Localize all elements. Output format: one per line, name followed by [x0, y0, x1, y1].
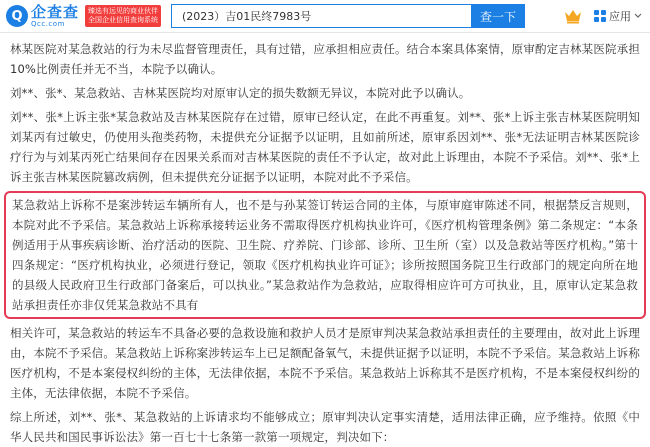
search-input[interactable]: (2023）吉01民终7983号: [171, 4, 471, 28]
judgment-text-content: [0, 33, 650, 444]
logo-name: 企查查: [31, 3, 80, 21]
app-menu[interactable]: [594, 8, 642, 24]
qichacha-logo[interactable]: [6, 4, 79, 28]
vip-crown-icon[interactable]: [562, 5, 584, 27]
logo-domain: Qcc.com: [31, 20, 65, 28]
slogan-line-1: 臻选有远见的商业伙伴: [88, 7, 159, 15]
logo-text: [31, 4, 79, 28]
paragraph-2: 刘**、张*、某急救站、吉林某医院均对原审认定的损失数额无异议，本院对此予以确认。: [10, 86, 471, 100]
logo-mark-icon: Q: [6, 5, 28, 27]
header-tools: [562, 5, 642, 27]
slogan-badge: [85, 5, 161, 27]
search-button[interactable]: 查一下: [471, 4, 525, 28]
paragraph-5: 相关许可，某急救站的转运车不具备必要的急救设施和救护人员才是原审判决某急救站承担责任的主要理由，故对此上诉理由，本院不予采信。某急救站上诉称案涉转运车上已足额配备氧气，未提供证据予以证明，本院不予采信。某急救站上诉称医疗机构，不是本案侵权纠纷的主体，无法律依据，本院不予采信。某急救站上诉称其不是医疗机构，不是本案侵权纠纷的主体，无法律依据，本院不予采信。: [10, 326, 640, 400]
app-menu-label: 应用: [609, 10, 631, 23]
top-header: [0, 0, 650, 33]
slogan-line-2: 全国企业信用查询系统: [88, 16, 159, 24]
paragraph-6: 综上所述，刘**、张*、某急救站的上诉请求均不能够成立；原审判决认定事实清楚，适用法律正确，应予维持。依照《中华人民共和国民事诉讼法》第一百七十七条第一款第一项规定，判决如下：: [10, 410, 640, 444]
chevron-down-icon: [634, 13, 642, 19]
highlighted-paragraph: 某急救站上诉称不是案涉转运车辆所有人，也不是与孙某签订转运合同的主体，与原审庭审陈述不同，根据禁反言规则，本院对此不予采信。某急救站上诉称承接转运业务不需取得医疗机构执业许可，《医疗机构管理条例》第二条规定：“本条例适用于从事疾病诊断、治疗活动的医院、卫生院、疗养院、门诊部、诊所、卫生所（室）以及急救站等医疗机构。”第十四条规定：“医疗机构执业，必须进行登记，领取《医疗机构执业许可证》；诊所按照国务院卫生行政部门的规定向所在地的县级人民政府卫生行政部门备案后，可以执业。”某急救站作为急救站，应取得相应许可方可执业，且，原审认定某急救站承担责任亦非仅凭某急救站不具有: [4, 191, 646, 319]
paragraph-1: 林某医院对某急救站的行为未尽监督管理责任，具有过错，应承担相应责任。结合本案具体案情，原审酌定吉林某医院承担10%比例责任并无不当，本院予以确认。: [10, 42, 640, 76]
paragraph-3: 刘**、张*上诉主张*某急救站及吉林某医院存在过错，原审已经认定，在此不再重复。刘**、张*上诉主张吉林某医院明知刘某丙有过敏史，仍使用头孢类药物，未提供充分证据予以证明，且如前所述，原审系因刘**、张*无法证明吉林某医院诊疗行为与刘某丙死亡结果间存在因果关系而对吉林某医院的责任不予认定，故对此上诉理由，本院不予采信。刘**、张*上诉主张吉林某医院篡改病例，但未提供充分证据予以证明，本院对此不予采信。: [10, 110, 640, 184]
app-grid-icon: [594, 10, 606, 22]
